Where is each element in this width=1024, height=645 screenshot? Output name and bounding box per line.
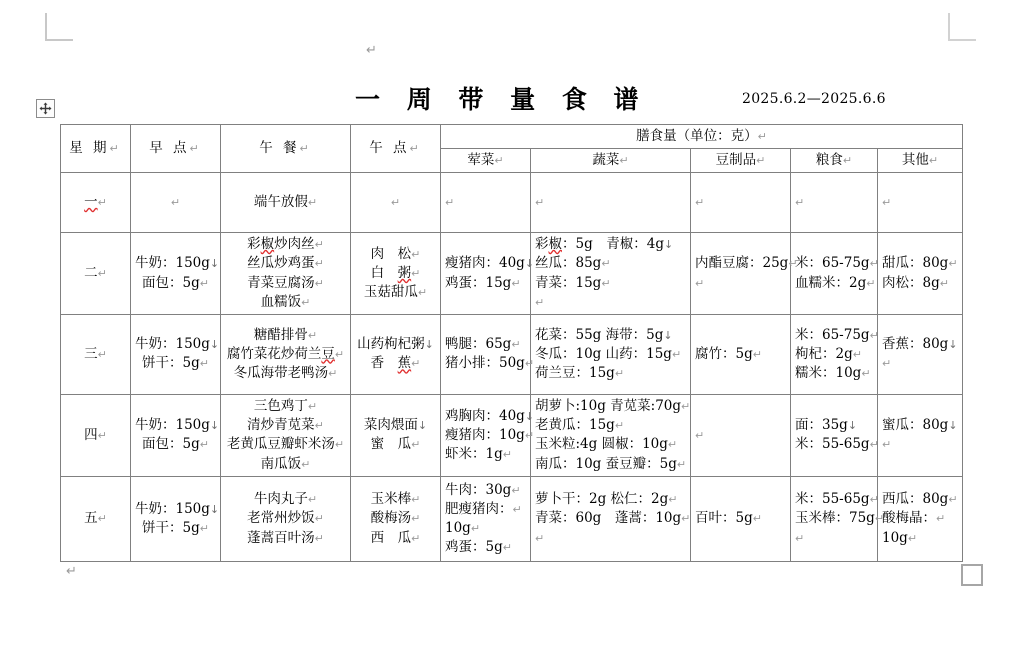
cell-line: 腐竹：5g↵ xyxy=(695,345,762,362)
paragraph-mark: ↵ xyxy=(502,448,512,462)
paragraph-mark: ↵ xyxy=(411,512,421,526)
weekly-menu-table[interactable] xyxy=(60,124,963,562)
date-range: 2025.6.2—2025.6.6 xyxy=(742,91,886,107)
cell-weekday[interactable] xyxy=(61,314,131,394)
cell-line: 瘦猪肉：10g↵ xyxy=(445,426,535,443)
soft-return-mark: ↓ xyxy=(209,257,220,271)
cell-line: 冬瓜海带老鸭汤↵ xyxy=(233,365,338,382)
paragraph-mark: ↵ xyxy=(502,541,512,555)
cell-line: 牛奶：150g↓ xyxy=(135,500,220,517)
paragraph-mark: ↵ xyxy=(852,347,862,361)
paragraph-mark: ↵ xyxy=(511,483,521,497)
cell-line: 香 蕉↵ xyxy=(370,355,421,372)
cell-other-amount[interactable] xyxy=(878,173,963,233)
paragraph-mark: ↵ xyxy=(307,400,318,414)
header-vegetable: 蔬菜↵ xyxy=(531,149,691,173)
cell-line: 鸡蛋：5g↵ xyxy=(445,539,512,556)
cell-line: 枸杞：2g↵ xyxy=(795,345,862,362)
paragraph-mark: ↵ xyxy=(334,438,345,452)
paragraph-mark: ↵ xyxy=(601,257,611,271)
cell-grain-amount[interactable] xyxy=(791,173,878,233)
paragraph-mark: ↵ xyxy=(874,512,885,526)
table-row[interactable] xyxy=(61,394,963,476)
cell-line: 玉米棒↵ xyxy=(370,491,421,508)
empty-paragraph: ↵ xyxy=(535,295,545,309)
cell-line: 10g↵ xyxy=(445,519,481,536)
page-margin-corner-top-right xyxy=(948,13,976,41)
paragraph-mark: ↵ xyxy=(334,347,345,361)
cell-line: 牛奶：150g↓ xyxy=(135,417,220,434)
cell-other-amount[interactable] xyxy=(878,233,963,315)
empty-paragraph: ↵ xyxy=(445,196,455,210)
cell-weekday[interactable] xyxy=(61,173,131,233)
cell-line: 老黄瓜豆瓣虾米汤↵ xyxy=(226,436,345,453)
cell-vegetable-amount[interactable] xyxy=(531,314,691,394)
empty-paragraph: ↵ xyxy=(535,196,545,210)
cell-other-amount[interactable] xyxy=(878,314,963,394)
cell-line: 丝瓜炒鸡蛋↵ xyxy=(247,255,324,272)
paragraph-mark: ↵ xyxy=(411,357,421,371)
cell-line: 饼干：5g↵ xyxy=(142,355,209,372)
paragraph-mark: ↵ xyxy=(199,357,209,371)
paragraph-mark: ↵ xyxy=(866,276,876,290)
cell-line: 米：65-75g↵ xyxy=(795,255,879,272)
empty-paragraph: ↵ xyxy=(795,196,805,210)
cell-line: 蜜 瓜↵ xyxy=(370,436,421,453)
paragraph-mark: ↵ xyxy=(411,531,421,545)
cell-line: 面：35g↓ xyxy=(795,417,858,434)
empty-paragraph: ↵ xyxy=(170,196,181,210)
cell-breakfast[interactable] xyxy=(131,476,221,561)
cell-line: 冬瓜：10g 山药：15g↵ xyxy=(535,345,682,362)
cell-soy-amount[interactable] xyxy=(691,394,791,476)
cell-line: 玉米粒:4g 圆椒：10g↵ xyxy=(535,436,678,453)
cell-line: 蓬蒿百叶汤↵ xyxy=(247,529,324,546)
paragraph-mark: ↵ xyxy=(681,400,691,414)
cell-meat-amount[interactable] xyxy=(441,233,535,315)
cell-breakfast[interactable] xyxy=(131,314,221,394)
paragraph-mark: ↵ xyxy=(411,247,421,261)
cell-line: 血糯米：2g↵ xyxy=(795,274,876,291)
paragraph-mark: ↵ xyxy=(417,286,428,300)
cell-weekday[interactable] xyxy=(61,233,131,315)
paragraph-mark: ↵ xyxy=(314,531,324,545)
cell-other-amount[interactable] xyxy=(878,476,963,561)
soft-return-mark: ↓ xyxy=(948,419,958,433)
cell-line: 南瓜：10g 蚕豆瓣：5g↵ xyxy=(535,455,687,472)
paragraph-mark: ↵ xyxy=(411,267,421,281)
cell-line: 老常州炒饭↵ xyxy=(247,510,324,527)
soft-return-mark: ↓ xyxy=(209,338,220,352)
paragraph-mark: ↵ xyxy=(97,428,107,442)
cell-line: 胡萝卜:10g 青苋菜:70g↵ xyxy=(535,398,691,415)
paragraph-mark: ↵ xyxy=(752,512,762,526)
cell-other-amount[interactable] xyxy=(878,394,963,476)
cell-line: 山药枸杞粥↓ xyxy=(357,336,434,353)
cell-vegetable-amount[interactable] xyxy=(531,233,691,315)
cell-lunch[interactable] xyxy=(221,476,351,561)
cell-line: 牛肉丸子↵ xyxy=(253,491,318,508)
cell-line: 米：65-75g↵ xyxy=(795,326,879,343)
paragraph-mark: ↵ xyxy=(314,238,324,252)
cell-soy-amount[interactable] xyxy=(691,314,791,394)
table-row[interactable] xyxy=(61,314,963,394)
cell-line: 米：55-65g↵ xyxy=(795,436,879,453)
empty-paragraph: ↵ xyxy=(882,196,892,210)
paragraph-mark: ↵ xyxy=(314,419,324,433)
soft-return-mark: ↓ xyxy=(663,328,673,342)
header-meat: 荤菜↵ xyxy=(441,149,531,173)
cell-line: 丝瓜：85g↵ xyxy=(535,255,611,272)
cell-lunch[interactable] xyxy=(221,394,351,476)
header-other: 其他↵ xyxy=(878,149,963,173)
cell-meat-amount[interactable] xyxy=(441,476,531,561)
cell-soy-amount[interactable] xyxy=(691,173,791,233)
empty-paragraph: ↵ xyxy=(390,196,401,210)
paragraph-mark: ↵ xyxy=(936,512,946,526)
table-move-handle[interactable] xyxy=(36,99,55,118)
cell-lunch[interactable] xyxy=(221,173,351,233)
paragraph-mark-above-title: ↵ xyxy=(366,43,377,58)
cell-line: 菜肉煨面↓ xyxy=(363,417,428,434)
cell-line: 花菜：55g 海带：5g↓ xyxy=(535,326,673,343)
header-breakfast: 早 点↵ xyxy=(131,125,221,173)
soft-return-mark: ↓ xyxy=(209,419,220,433)
cell-breakfast[interactable] xyxy=(131,233,221,315)
cell-line: 青菜豆腐汤↵ xyxy=(247,274,324,291)
paragraph-mark: ↵ xyxy=(948,257,958,271)
table-body xyxy=(61,173,963,562)
empty-paragraph: ↵ xyxy=(882,438,892,452)
weekday-label: 一 xyxy=(84,194,98,211)
cell-afternoon-snack[interactable] xyxy=(351,476,441,561)
paragraph-mark: ↵ xyxy=(411,438,421,452)
table-row[interactable] xyxy=(61,173,963,233)
table-resize-handle[interactable] xyxy=(961,564,983,586)
table-row[interactable] xyxy=(61,476,963,561)
cell-line: 酸梅晶：↵ xyxy=(882,510,946,527)
paragraph-mark: ↵ xyxy=(861,367,871,381)
cell-line: 蜜瓜：80g↓ xyxy=(882,417,958,434)
paragraph-mark: ↵ xyxy=(869,493,879,507)
paragraph-mark: ↵ xyxy=(907,531,918,545)
cell-line: 端午放假↵ xyxy=(253,194,318,211)
cell-line: 彩椒：5g 青椒：4g↓ xyxy=(535,236,674,253)
paragraph-mark: ↵ xyxy=(614,367,625,381)
cell-line: 玉菇甜瓜↵ xyxy=(363,284,428,301)
empty-paragraph: ↵ xyxy=(695,196,705,210)
cell-line: 面包：5g↵ xyxy=(142,274,209,291)
cell-line: 鸡蛋：15g↵ xyxy=(445,274,521,291)
header-soy-product: 豆制品↵ xyxy=(691,149,791,173)
paragraph-mark: ↵ xyxy=(671,347,682,361)
paragraph-mark: ↵ xyxy=(869,257,879,271)
cell-weekday[interactable] xyxy=(61,476,131,561)
cell-line: 酸梅汤↵ xyxy=(370,510,421,527)
paragraph-mark: ↵ xyxy=(97,196,107,210)
empty-paragraph: ↵ xyxy=(695,276,705,290)
paragraph-mark: ↵ xyxy=(869,438,879,452)
paragraph-mark: ↵ xyxy=(752,347,762,361)
paragraph-mark: ↵ xyxy=(948,493,958,507)
paragraph-mark: ↵ xyxy=(97,347,107,361)
move-cross-icon xyxy=(39,102,52,115)
cell-vegetable-amount[interactable] xyxy=(531,394,691,476)
empty-paragraph: ↵ xyxy=(535,531,545,545)
weekday-label: 五 xyxy=(84,510,98,527)
cell-line: 牛奶：150g↓ xyxy=(135,255,220,272)
cell-line: 西 瓜↵ xyxy=(370,529,421,546)
cell-line: 牛肉：30g↵ xyxy=(445,481,521,498)
cell-meat-amount[interactable] xyxy=(441,394,535,476)
paragraph-mark-below-table: ↵ xyxy=(66,564,77,579)
soft-return-mark: ↓ xyxy=(524,257,535,271)
cell-afternoon-snack[interactable] xyxy=(351,173,441,233)
cell-line: 内酯豆腐：25g↵ xyxy=(695,255,798,272)
header-lunch: 午 餐↵ xyxy=(221,125,351,173)
cell-soy-amount[interactable] xyxy=(691,233,798,315)
paragraph-mark: ↵ xyxy=(411,493,421,507)
paragraph-mark: ↵ xyxy=(524,428,535,442)
paragraph-mark: ↵ xyxy=(307,196,318,210)
cell-vegetable-amount[interactable] xyxy=(531,173,691,233)
cell-line: 甜瓜：80g↵ xyxy=(882,255,958,272)
cell-line: 牛奶：150g↓ xyxy=(135,336,220,353)
paragraph-mark: ↵ xyxy=(601,276,611,290)
cell-line: 面包：5g↵ xyxy=(142,436,209,453)
cell-line: 腐竹菜花炒荷兰豆↵ xyxy=(226,345,345,362)
soft-return-mark: ↓ xyxy=(424,338,434,352)
paragraph-mark: ↵ xyxy=(301,295,311,309)
cell-line: 老黄瓜：15g↵ xyxy=(535,417,625,434)
paragraph-mark: ↵ xyxy=(676,457,687,471)
empty-paragraph: ↵ xyxy=(795,531,805,545)
paragraph-mark: ↵ xyxy=(511,276,521,290)
cell-line: 10g↵ xyxy=(882,529,918,546)
cell-line: 糖醋排骨↵ xyxy=(253,326,318,343)
cell-afternoon-snack[interactable] xyxy=(351,314,441,394)
paragraph-mark: ↵ xyxy=(199,521,209,535)
cell-line: 虾米：1g↵ xyxy=(445,446,512,463)
weekday-label: 四 xyxy=(84,426,98,443)
header-diet-amount-group: 膳食量（单位：克）↵ xyxy=(441,125,963,149)
cell-afternoon-snack[interactable] xyxy=(351,394,441,476)
weekday-label: 三 xyxy=(84,345,98,362)
header-weekday: 星 期↵ xyxy=(61,125,131,173)
paragraph-mark: ↵ xyxy=(511,338,521,352)
cell-lunch[interactable] xyxy=(221,233,351,315)
cell-grain-amount[interactable] xyxy=(791,476,885,561)
soft-return-mark: ↓ xyxy=(524,409,535,423)
paragraph-mark: ↵ xyxy=(668,493,678,507)
cell-line: 彩椒炒肉丝↵ xyxy=(247,236,324,253)
cell-vegetable-amount[interactable] xyxy=(531,476,691,561)
page-margin-corner-top-left xyxy=(45,13,73,41)
cell-line: 三色鸡丁↵ xyxy=(253,398,318,415)
cell-soy-amount[interactable] xyxy=(691,476,791,561)
cell-line: 荷兰豆：15g↵ xyxy=(535,365,625,382)
table-header-row-1 xyxy=(61,125,963,149)
cell-line: 肉松：8g↵ xyxy=(882,274,949,291)
cell-line: 鸡胸肉：40g↓ xyxy=(445,407,535,424)
cell-line: 鸭腿：65g↵ xyxy=(445,336,521,353)
header-grain: 粮食↵ xyxy=(791,149,878,173)
cell-grain-amount[interactable] xyxy=(791,233,878,315)
cell-line: 糯米：10g↵ xyxy=(795,365,871,382)
paragraph-mark: ↵ xyxy=(307,493,318,507)
paragraph-mark: ↵ xyxy=(199,438,209,452)
empty-paragraph: ↵ xyxy=(695,428,705,442)
cell-line: 西瓜：80g↵ xyxy=(882,491,958,508)
cell-meat-amount[interactable] xyxy=(441,173,531,233)
cell-line: 青菜：60g 蓬蒿：10g↵ xyxy=(535,510,691,527)
paragraph-mark: ↵ xyxy=(307,328,318,342)
weekday-label: 二 xyxy=(84,265,98,282)
cell-line: 清炒青苋菜↵ xyxy=(247,417,324,434)
cell-breakfast[interactable] xyxy=(131,394,221,476)
paragraph-mark: ↵ xyxy=(614,419,625,433)
cell-line: 瘦猪肉：40g↓ xyxy=(445,255,535,272)
cell-line: 肉 松↵ xyxy=(370,245,421,262)
paragraph-mark: ↵ xyxy=(470,521,481,535)
cell-line: 白 粥↵ xyxy=(370,265,421,282)
cell-lunch[interactable] xyxy=(221,314,351,394)
paragraph-mark: ↵ xyxy=(524,357,535,371)
cell-line: 南瓜饭↵ xyxy=(260,455,311,472)
cell-line: 肥瘦猪肉：↵ xyxy=(445,500,522,517)
table-row[interactable] xyxy=(61,233,963,315)
cell-afternoon-snack[interactable] xyxy=(351,233,441,315)
empty-paragraph: ↵ xyxy=(882,357,892,371)
cell-line: 饼干：5g↵ xyxy=(142,519,209,536)
cell-grain-amount[interactable] xyxy=(791,394,878,476)
paragraph-mark: ↵ xyxy=(301,457,311,471)
paragraph-mark: ↵ xyxy=(512,502,522,516)
cell-line: 百叶：5g↵ xyxy=(695,510,762,527)
paragraph-mark: ↵ xyxy=(788,257,798,271)
paragraph-mark: ↵ xyxy=(681,512,691,526)
header-afternoon-snack: 午 点↵ xyxy=(351,125,441,173)
cell-line: 萝卜干：2g 松仁：2g↵ xyxy=(535,491,678,508)
paragraph-mark: ↵ xyxy=(97,512,107,526)
title-block xyxy=(0,80,1024,118)
cell-weekday[interactable] xyxy=(61,394,131,476)
paragraph-mark: ↵ xyxy=(97,267,107,281)
cell-line: 米：55-65g↵ xyxy=(795,491,879,508)
cell-line: 香蕉：80g↓ xyxy=(882,336,958,353)
soft-return-mark: ↓ xyxy=(948,338,958,352)
soft-return-mark: ↓ xyxy=(847,419,858,433)
soft-return-mark: ↓ xyxy=(664,238,674,252)
paragraph-mark: ↵ xyxy=(314,512,324,526)
page-title: 一 周 带 量 食 谱 xyxy=(355,85,648,114)
cell-breakfast[interactable] xyxy=(131,173,221,233)
paragraph-mark: ↵ xyxy=(869,328,879,342)
cell-meat-amount[interactable] xyxy=(441,314,535,394)
soft-return-mark: ↓ xyxy=(209,502,220,516)
soft-return-mark: ↓ xyxy=(417,419,428,433)
cell-line: 血糯饭↵ xyxy=(260,293,311,310)
paragraph-mark: ↵ xyxy=(314,276,324,290)
cell-line: 青菜：15g↵ xyxy=(535,274,611,291)
cell-line: 猪小排：50g↵ xyxy=(445,355,535,372)
paragraph-mark: ↵ xyxy=(199,276,209,290)
paragraph-mark: ↵ xyxy=(939,276,949,290)
cell-grain-amount[interactable] xyxy=(791,314,878,394)
paragraph-mark: ↵ xyxy=(314,257,324,271)
paragraph-mark: ↵ xyxy=(328,367,338,381)
cell-line: 玉米棒：75g↵ xyxy=(795,510,885,527)
paragraph-mark: ↵ xyxy=(667,438,678,452)
